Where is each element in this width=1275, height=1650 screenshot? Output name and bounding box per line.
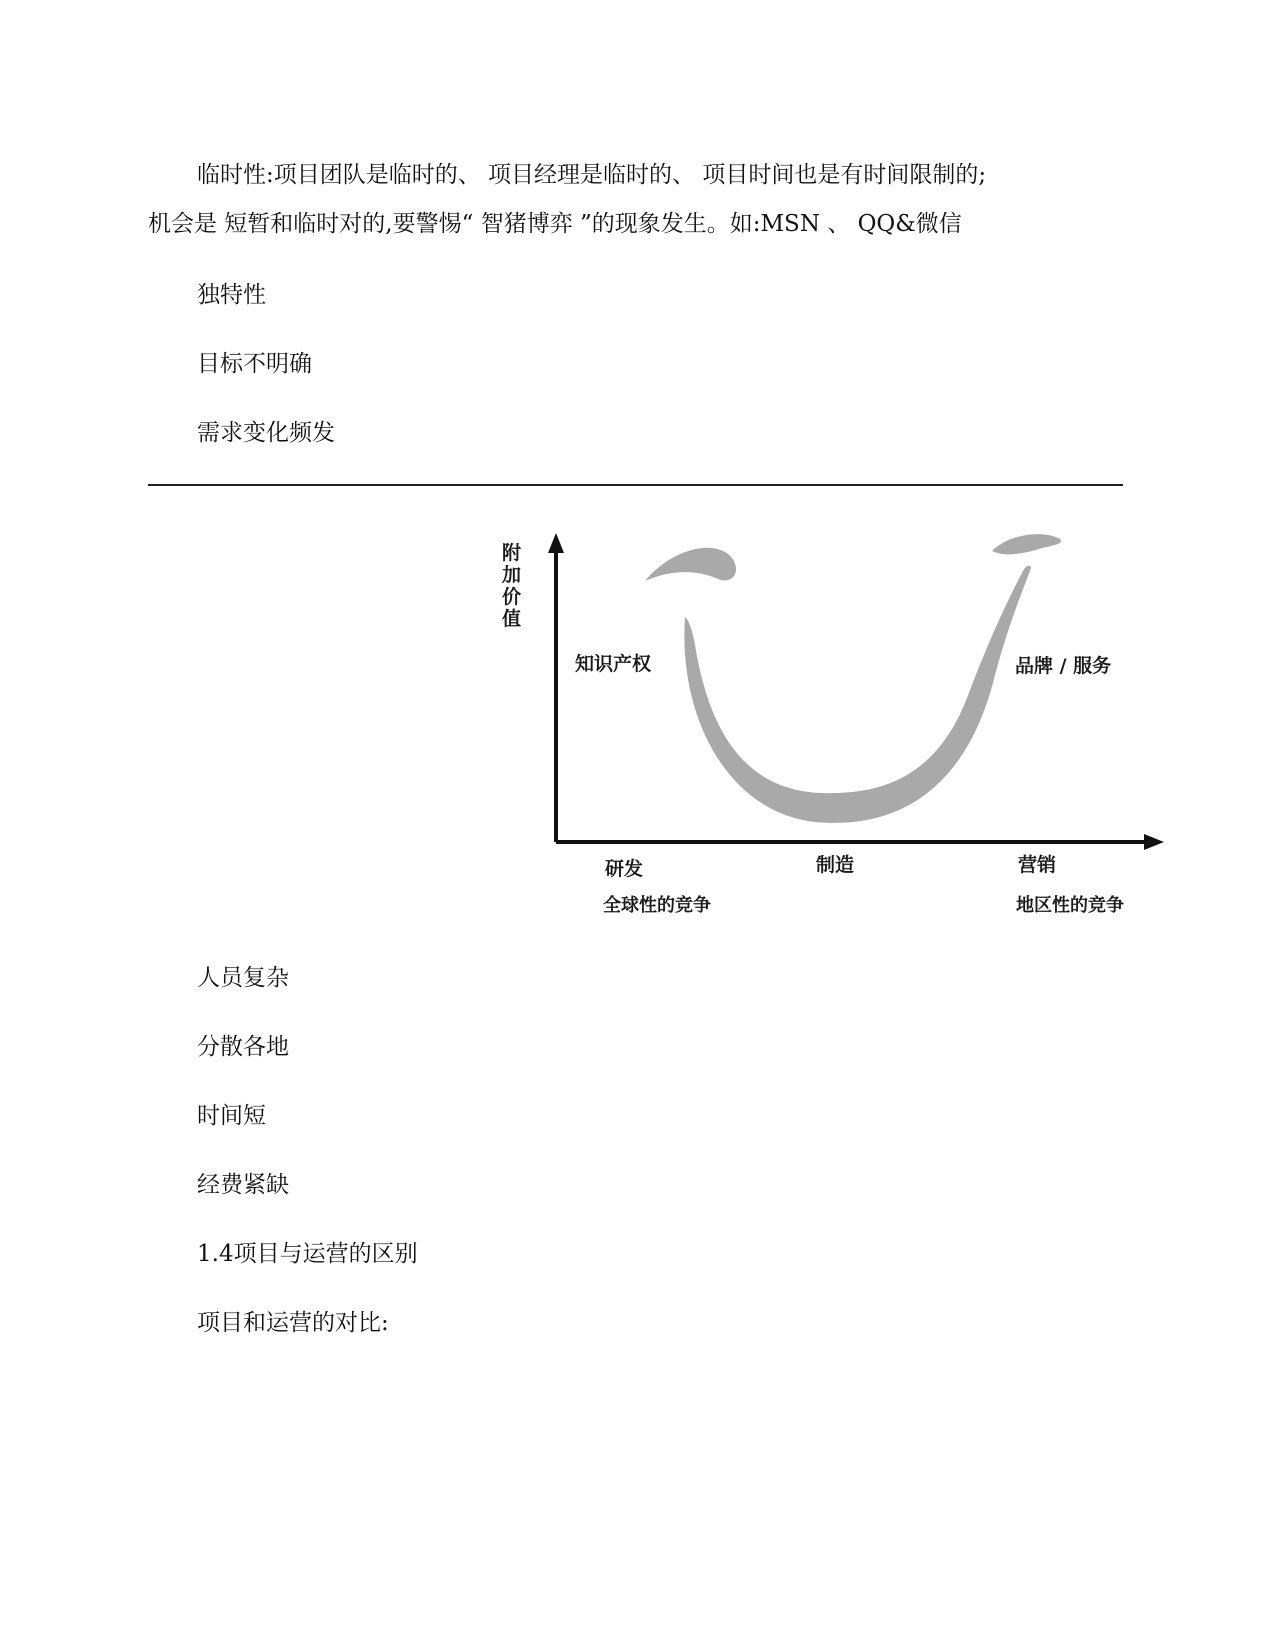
smile-curve xyxy=(645,534,1061,823)
list-item-tight-budget: 经费紧缺 xyxy=(197,1172,289,1198)
smile-curve-right-tip xyxy=(992,534,1061,554)
smile-curve-body xyxy=(684,566,1031,823)
smile-curve-left-tip xyxy=(645,548,736,581)
list-item-short-time: 时间短 xyxy=(197,1103,266,1129)
comparison-intro-line: 项目和运营的对比: xyxy=(197,1310,389,1336)
horizontal-divider xyxy=(148,484,1123,486)
y-axis-label-char-2: 加 xyxy=(502,564,522,586)
smile-curve-svg xyxy=(500,525,1190,915)
list-item-unclear-goal: 目标不明确 xyxy=(197,351,312,377)
y-axis-label-char-3: 价 xyxy=(502,586,522,608)
list-item-distributed: 分散各地 xyxy=(197,1034,289,1060)
paragraph-temporary-line-2: 机会是 短暂和临时对的,要警惕“ 智猪博弈 ”的现象发生。如:MSN 、 QQ&微信 xyxy=(148,211,962,237)
smile-curve-figure xyxy=(500,525,1190,915)
section-heading: 1.4项目与运营的区别 xyxy=(197,1241,418,1267)
x-sublabel-global-competition: 全球性的竞争 xyxy=(603,895,711,915)
y-axis-arrow xyxy=(548,533,564,553)
list-item-frequent-changes: 需求变化频发 xyxy=(197,420,335,446)
y-axis-label-char-1: 附 xyxy=(502,542,522,564)
list-item-uniqueness: 独特性 xyxy=(197,282,266,308)
label-intellectual-property: 知识产权 xyxy=(575,653,652,675)
x-label-rnd: 研发 xyxy=(605,858,644,880)
label-brand-service: 品牌 / 服务 xyxy=(1015,655,1112,677)
x-label-marketing: 营销 xyxy=(1018,854,1057,876)
list-item-complex-personnel: 人员复杂 xyxy=(197,965,289,991)
x-label-manufacturing: 制造 xyxy=(816,854,855,876)
x-axis-arrow xyxy=(1144,834,1164,850)
y-axis-label-char-4: 值 xyxy=(502,608,522,630)
paragraph-temporary-line-1: 临时性:项目团队是临时的、 项目经理是临时的、 项目时间也是有时间限制的; xyxy=(197,162,987,188)
x-sublabel-regional-competition: 地区性的竞争 xyxy=(1016,895,1124,915)
